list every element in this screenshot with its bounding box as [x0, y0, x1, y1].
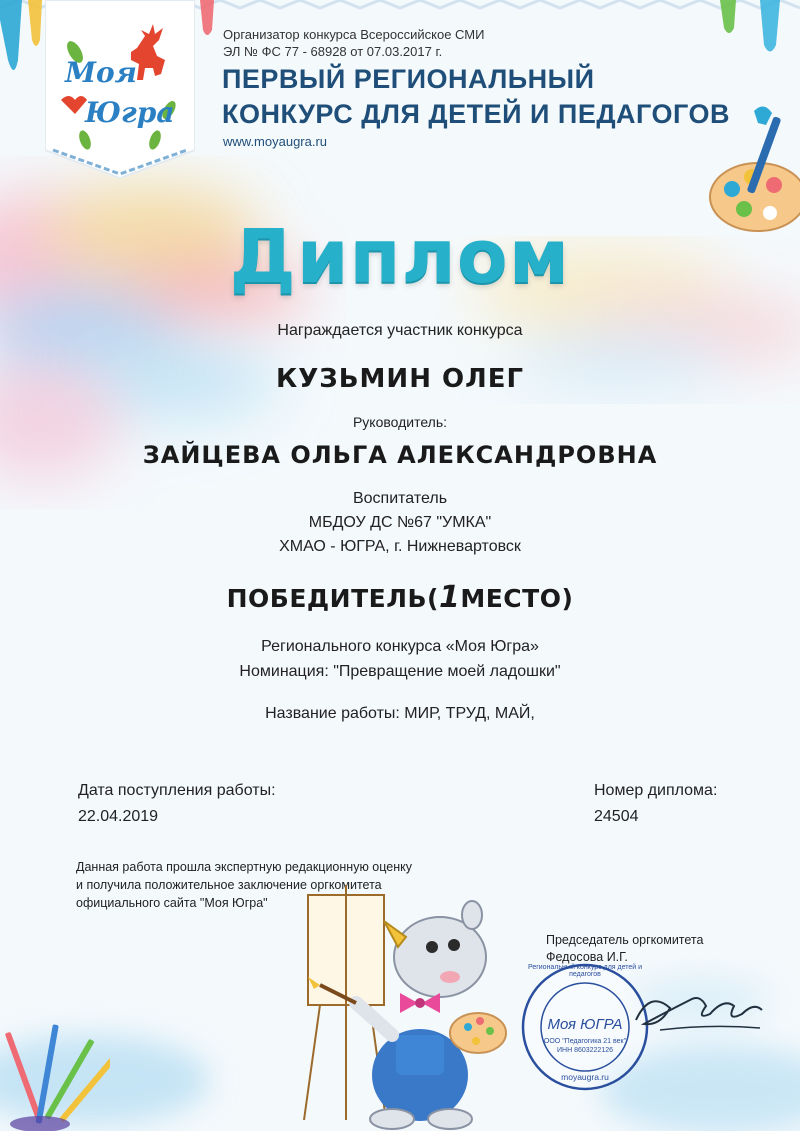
site-url: www.moyaugra.ru — [223, 134, 328, 149]
nomination: Номинация: "Превращение моей ладошки" — [239, 663, 561, 680]
leader-label: Руководитель: — [352, 414, 448, 430]
note-line-2: и получила положительное заключение оргкомитета — [76, 878, 382, 892]
winner-suffix: МЕСТО) — [460, 584, 574, 613]
award-text: Награждается участник конкурса — [277, 322, 523, 339]
submission-date — [78, 778, 276, 830]
stamp-site: moyaugra.ru — [561, 1072, 609, 1082]
stamp-inn: ИНН 8603222126 — [556, 1047, 614, 1054]
organizer-info — [223, 26, 484, 60]
leader-institution: МБДОУ ДС №67 "УМКА" — [308, 514, 492, 531]
contest-title-line-2: КОНКУРС ДЛЯ ДЕТЕЙ И ПЕДАГОГОВ — [222, 99, 730, 129]
contest-title-line-1: ПЕРВЫЙ РЕГИОНАЛЬНЫЙ — [222, 64, 595, 94]
participant-name: КУЗЬМИН ОЛЕГ — [275, 364, 525, 394]
paint-brushes-icon — [0, 1020, 110, 1131]
rhino-painter-illustration — [300, 885, 520, 1130]
organizer-line-1: Организатор конкурса Всероссийское СМИ — [223, 27, 485, 42]
chair-name: Федосова И.Г. — [546, 950, 628, 964]
leader-name: ЗАЙЦЕВА ОЛЬГА АЛЕКСАНДРОВНА — [142, 441, 658, 469]
leader-position: Воспитатель — [352, 490, 448, 507]
chair-title: Председатель оргкомитета — [546, 933, 704, 947]
logo-word-moya: Моя — [65, 56, 137, 89]
winner-prefix: ПОБЕДИТЕЛЬ( — [226, 584, 439, 613]
note-line-3: официального сайта "Моя Югра" — [76, 896, 268, 910]
diploma-number — [594, 778, 717, 830]
leader-details — [0, 487, 800, 559]
moya-yugra-logo — [45, 0, 195, 178]
date-label: Дата поступления работы: — [78, 782, 276, 799]
stamp-arc-text: Региональный конкурс для детей и педагогов — [527, 964, 643, 978]
number-value: 24504 — [594, 808, 639, 825]
committee-chair — [546, 932, 703, 966]
stamp-company: ООО "Педагогика 21 век" — [543, 1038, 627, 1045]
contest-details — [0, 634, 800, 684]
signature — [630, 980, 770, 1040]
stamp-main-text: Моя ЮГРА — [547, 1016, 623, 1033]
organizer-line-2: ЭЛ № ФС 77 - 68928 от 07.03.2017 г. — [223, 44, 443, 59]
logo-word-yugra: Югра — [85, 96, 175, 129]
work-title: Название работы: МИР, ТРУД, МАЙ, — [265, 705, 535, 722]
number-label: Номер диплома: — [594, 782, 718, 799]
note-line-1: Данная работа прошла экспертную редакционную оценку — [76, 860, 412, 874]
contest-name: Регионального конкурса «Моя Югра» — [261, 638, 539, 655]
contest-title — [222, 62, 730, 132]
date-value: 22.04.2019 — [78, 808, 159, 825]
winner-place: 1 — [438, 580, 461, 615]
winner-status — [0, 580, 800, 615]
leader-location: ХМАО - ЮГРА, г. Нижневартовск — [279, 538, 521, 555]
diploma-title: Диплом — [229, 214, 571, 300]
